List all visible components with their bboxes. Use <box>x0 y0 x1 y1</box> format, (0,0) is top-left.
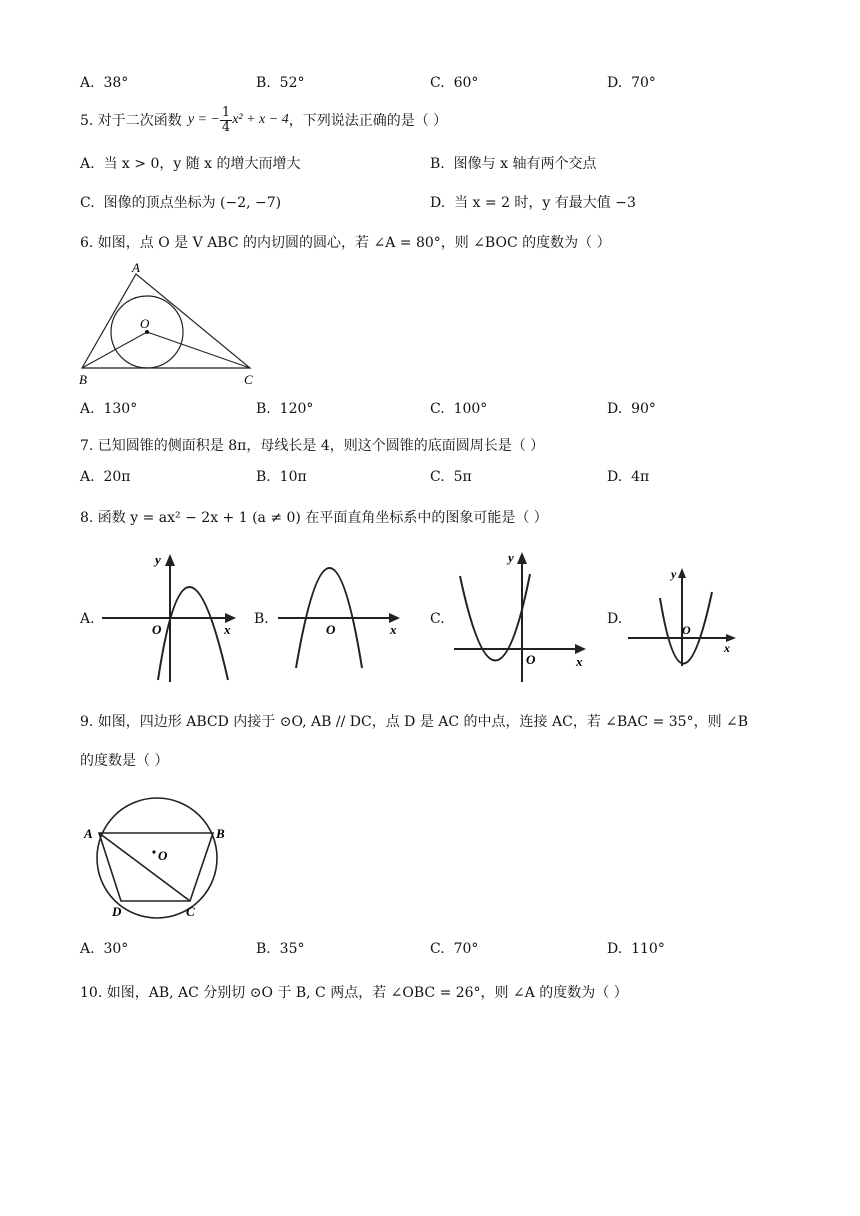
x-axis-arrow-icon <box>575 644 586 654</box>
q9-option-d[interactable]: D. 110° <box>607 941 665 957</box>
x-label: x <box>224 622 231 637</box>
q5-fraction: $\frac{1}{4}$ <box>221 104 231 135</box>
x-label: x <box>390 622 397 637</box>
x-label: x <box>724 641 730 655</box>
q4-option-d[interactable]: D. 70° <box>607 75 656 91</box>
label-c: C <box>186 904 195 919</box>
label-o: O <box>140 316 150 331</box>
label-o: O <box>158 848 168 863</box>
q9-option-c[interactable]: C. 70° <box>430 941 479 957</box>
y-label: y <box>508 550 514 565</box>
q8-option-d[interactable]: D. <box>607 611 623 627</box>
q10-stem: 10. 如图，AB, AC 分别切 ⊙O 于 B, C 两点，若 ∠OBC = 26°，则 ∠A 的度数为（ ） <box>80 985 628 1001</box>
q8-option-c[interactable]: C. <box>430 611 445 627</box>
label-d: D <box>112 904 122 919</box>
quadrilateral-abcd <box>99 833 213 901</box>
q7-option-b[interactable]: B. 10π <box>256 469 307 485</box>
y-label: y <box>671 567 677 581</box>
q7-option-d[interactable]: D. 4π <box>607 469 650 485</box>
q4-option-b[interactable]: B. 52° <box>256 75 305 91</box>
q6-option-a[interactable]: A. 130° <box>80 401 138 417</box>
q8-graph-d <box>624 562 744 670</box>
q7-option-a[interactable]: A. 20π <box>80 469 131 485</box>
q5-option-a[interactable]: A. 当 x > 0，y 随 x 的增大而增大 <box>80 156 301 172</box>
label-a: A <box>132 260 140 275</box>
center-point-o <box>152 850 155 853</box>
origin-label: O <box>326 622 336 637</box>
q5-option-c[interactable]: C. 图像的顶点坐标为 (−2, −7) <box>80 195 282 211</box>
q4-option-a[interactable]: A. 38° <box>80 75 129 91</box>
segment-oc <box>147 332 250 368</box>
q6-figure-incircle <box>74 256 270 390</box>
q8-graph-c <box>450 546 594 684</box>
origin-label: O <box>152 622 162 637</box>
q9-option-b[interactable]: B. 35° <box>256 941 305 957</box>
circle-o <box>97 798 217 918</box>
q6-stem: 6. 如图，点 O 是 V ABC 的内切圆的圆心，若 ∠A = 80°，则 ∠BOC 的度数为（ ） <box>80 235 611 251</box>
q4-option-c[interactable]: C. 60° <box>430 75 479 91</box>
label-b: B <box>79 372 87 387</box>
parabola-curve <box>460 574 530 661</box>
label-b: B <box>216 826 225 841</box>
q8-graph-b <box>274 548 406 684</box>
q8-stem: 8. 函数 y = ax² − 2x + 1 (a ≠ 0) 在平面直角坐标系中的图象可能是（ ） <box>80 510 548 526</box>
origin-label: O <box>526 652 536 667</box>
y-axis-arrow-icon <box>678 568 686 578</box>
q5-option-d[interactable]: D. 当 x = 2 时，y 有最大值 −3 <box>430 195 636 211</box>
q8-option-b[interactable]: B. <box>254 611 269 627</box>
y-axis-arrow-icon <box>517 552 527 564</box>
q6-option-c[interactable]: C. 100° <box>430 401 488 417</box>
q6-option-b[interactable]: B. 120° <box>256 401 314 417</box>
label-a: A <box>84 826 93 841</box>
q8-option-a[interactable]: A. <box>80 611 95 627</box>
diagonal-ac <box>99 833 190 901</box>
q9-option-a[interactable]: A. 30° <box>80 941 129 957</box>
q5-option-b[interactable]: B. 图像与 x 轴有两个交点 <box>430 156 597 172</box>
q5-stem: 5. 对于二次函数 y = − $\frac{1}{4}$ x² + x − 4 ，下列说法正确的是（ ） <box>80 104 448 135</box>
q8-graph-a <box>98 548 240 684</box>
q9-figure-cyclic-quad <box>80 786 240 926</box>
q7-stem: 7. 已知圆锥的侧面积是 8π，母线长是 4，则这个圆锥的底面圆周长是（ ） <box>80 438 545 454</box>
q9-stem-line2: 的度数是（ ） <box>80 753 169 769</box>
parabola-curve <box>158 587 228 680</box>
q6-option-d[interactable]: D. 90° <box>607 401 656 417</box>
y-axis-arrow-icon <box>165 554 175 566</box>
x-label: x <box>576 654 583 669</box>
q9-stem-line1: 9. 如图，四边形 ABCD 内接于 ⊙O, AB // DC，点 D 是 AC 的中点，连接 AC，若 ∠BAC = 35°，则 ∠B <box>80 714 749 730</box>
y-label: y <box>155 552 161 567</box>
label-c: C <box>244 372 253 387</box>
q7-option-c[interactable]: C. 5π <box>430 469 472 485</box>
origin-label: O <box>682 623 691 637</box>
